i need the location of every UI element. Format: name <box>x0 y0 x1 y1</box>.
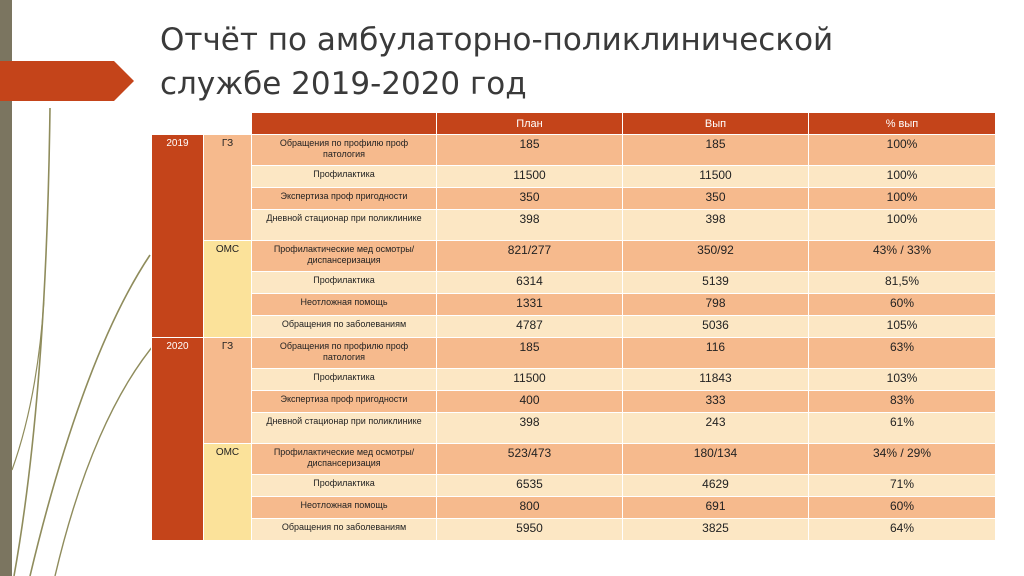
table-row <box>152 338 996 369</box>
title-arrow-shape <box>0 61 134 101</box>
row-name: Экспертиза проф пригодности <box>252 188 437 210</box>
plan-value: 11500 <box>437 166 623 188</box>
table-row <box>152 294 996 316</box>
done-value: 5139 <box>623 272 809 294</box>
pct-value: 100% <box>809 166 996 188</box>
row-name: Профилактика <box>252 475 437 497</box>
plan-value: 400 <box>437 391 623 413</box>
table-row <box>152 166 996 188</box>
category-cell: ГЗ <box>204 338 252 444</box>
done-value: 350/92 <box>623 241 809 272</box>
table-row <box>152 316 996 338</box>
pct-value: 60% <box>809 497 996 519</box>
pct-value: 103% <box>809 369 996 391</box>
pct-value: 43% / 33% <box>809 241 996 272</box>
plan-value: 800 <box>437 497 623 519</box>
row-name: Обращения по профилю проф патология <box>252 338 437 369</box>
header-blank-year <box>152 113 204 135</box>
table-row <box>152 210 996 241</box>
row-name: Обращения по заболеваниям <box>252 519 437 541</box>
category-cell: ГЗ <box>204 135 252 241</box>
pct-value: 71% <box>809 475 996 497</box>
year-cell: 2020 <box>152 338 204 541</box>
done-value: 11500 <box>623 166 809 188</box>
page-title <box>160 18 1000 106</box>
pct-value: 34% / 29% <box>809 444 996 475</box>
pct-value: 61% <box>809 413 996 444</box>
done-value: 398 <box>623 210 809 241</box>
table-row <box>152 241 996 272</box>
done-value: 333 <box>623 391 809 413</box>
pct-value: 100% <box>809 135 996 166</box>
row-name: Неотложная помощь <box>252 497 437 519</box>
table-row <box>152 135 996 166</box>
done-value: 350 <box>623 188 809 210</box>
row-name: Профилактика <box>252 272 437 294</box>
pct-value: 83% <box>809 391 996 413</box>
pct-value: 100% <box>809 210 996 241</box>
row-name: Профилактические мед осмотры/ диспансеризация <box>252 444 437 475</box>
done-value: 691 <box>623 497 809 519</box>
row-name: Обращения по профилю проф патология <box>252 135 437 166</box>
header-blank-category <box>204 113 252 135</box>
done-value: 180/134 <box>623 444 809 475</box>
table-row <box>152 369 996 391</box>
plan-value: 6535 <box>437 475 623 497</box>
done-value: 3825 <box>623 519 809 541</box>
done-value: 185 <box>623 135 809 166</box>
plan-value: 11500 <box>437 369 623 391</box>
done-value: 798 <box>623 294 809 316</box>
pct-value: 100% <box>809 188 996 210</box>
row-name: Дневной стационар при поликлинике <box>252 210 437 241</box>
done-value: 5036 <box>623 316 809 338</box>
header-plan: План <box>437 113 623 135</box>
pct-value: 63% <box>809 338 996 369</box>
plan-value: 398 <box>437 210 623 241</box>
row-name: Профилактика <box>252 166 437 188</box>
table-row <box>152 413 996 444</box>
pct-value: 60% <box>809 294 996 316</box>
table-row <box>152 391 996 413</box>
plan-value: 523/473 <box>437 444 623 475</box>
pct-value: 105% <box>809 316 996 338</box>
title-line-1: Отчёт по амбулаторно-поликлинической <box>160 22 834 58</box>
table-row <box>152 188 996 210</box>
pct-value: 64% <box>809 519 996 541</box>
done-value: 243 <box>623 413 809 444</box>
plan-value: 1331 <box>437 294 623 316</box>
plan-value: 185 <box>437 338 623 369</box>
plan-value: 821/277 <box>437 241 623 272</box>
category-cell: ОМС <box>204 444 252 541</box>
category-cell: ОМС <box>204 241 252 338</box>
plan-value: 5950 <box>437 519 623 541</box>
table-row <box>152 475 996 497</box>
plan-value: 185 <box>437 135 623 166</box>
row-name: Дневной стационар при поликлинике <box>252 413 437 444</box>
table-row <box>152 272 996 294</box>
header-done: Вып <box>623 113 809 135</box>
table-row <box>152 519 996 541</box>
row-name: Неотложная помощь <box>252 294 437 316</box>
row-name: Профилактика <box>252 369 437 391</box>
title-line-2: службе 2019-2020 год <box>160 66 527 102</box>
report-table <box>151 112 996 541</box>
header-pct: % вып <box>809 113 996 135</box>
plan-value: 398 <box>437 413 623 444</box>
done-value: 11843 <box>623 369 809 391</box>
row-name: Экспертиза проф пригодности <box>252 391 437 413</box>
row-name: Профилактические мед осмотры/ диспансеризация <box>252 241 437 272</box>
year-cell: 2019 <box>152 135 204 338</box>
table-row <box>152 497 996 519</box>
done-value: 116 <box>623 338 809 369</box>
table-row <box>152 444 996 475</box>
plan-value: 350 <box>437 188 623 210</box>
row-name: Обращения по заболеваниям <box>252 316 437 338</box>
plan-value: 6314 <box>437 272 623 294</box>
done-value: 4629 <box>623 475 809 497</box>
plan-value: 4787 <box>437 316 623 338</box>
header-blank-name <box>252 113 437 135</box>
pct-value: 81,5% <box>809 272 996 294</box>
